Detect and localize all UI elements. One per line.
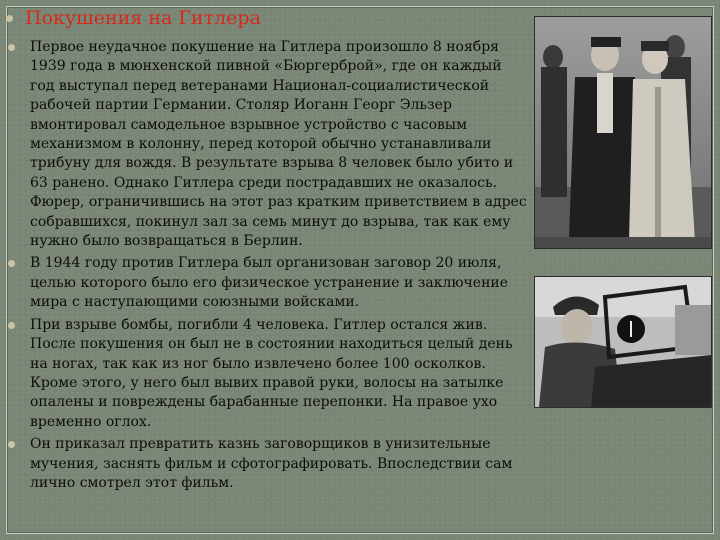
bullet-icon: [8, 441, 15, 448]
body-text: [4, 38, 530, 496]
car-photo-image: [535, 277, 711, 407]
paragraph-text: Он приказал превратить казнь заговорщиков в унизительные мучения, заснять фильм и сфотографировать. Впоследствии сам лично смотрел этот фильм.: [30, 436, 513, 491]
bullet-icon: [8, 44, 15, 51]
title-row: [6, 4, 261, 32]
bullet-icon: [8, 260, 15, 267]
paragraph-4: [4, 435, 530, 493]
paragraph-2: [4, 254, 530, 312]
paragraph-1: [4, 38, 530, 251]
car-photo: [534, 276, 712, 408]
paragraph-3: [4, 316, 530, 432]
group-photo-image: [535, 17, 711, 248]
bullet-icon: [8, 322, 15, 329]
title-bullet: [6, 15, 13, 22]
paragraph-text: В 1944 году против Гитлера был организован заговор 20 июля, целью которого было его физическое устранение и заключение мира с наступающими союзными войсками.: [30, 255, 509, 311]
paragraph-text: Первое неудачное покушение на Гитлера произошло 8 ноября 1939 года в мюнхенской пивной «Бюргерброй», где он каждый год выступал перед ветеранами Национал-социалистической рабочей партии Германии. Столяр Иоганн Георг Эльзер вмонтировал самодельное взрывное устройство с часовым механизмом в колонну, перед которой обычно устанавливали трибуну для вождя. В результате взрыва 8 человек было убито и 63 ранено. Однако Гитлера среди пострадавших не оказалось. Фюрер, ограничившись на этот раз кратким приветствием в адрес собравшихся, покинул зал за семь минут до взрыва, так как ему нужно было возвращаться в Берлин.: [30, 39, 527, 250]
group-photo: [534, 16, 712, 249]
paragraph-text: При взрыве бомбы, погибли 4 человека. Гитлер остался жив. После покушения он был не в состоянии находиться целый день на ногах, так как из ног было извлечено более 100 осколков. Кроме этого, у него был вывих правой руки, волосы на затылке опалены и повреждены барабанные перепонки. На правое ухо временно оглох.: [30, 316, 513, 430]
slide-title: Покушения на Гитлера: [25, 7, 261, 29]
